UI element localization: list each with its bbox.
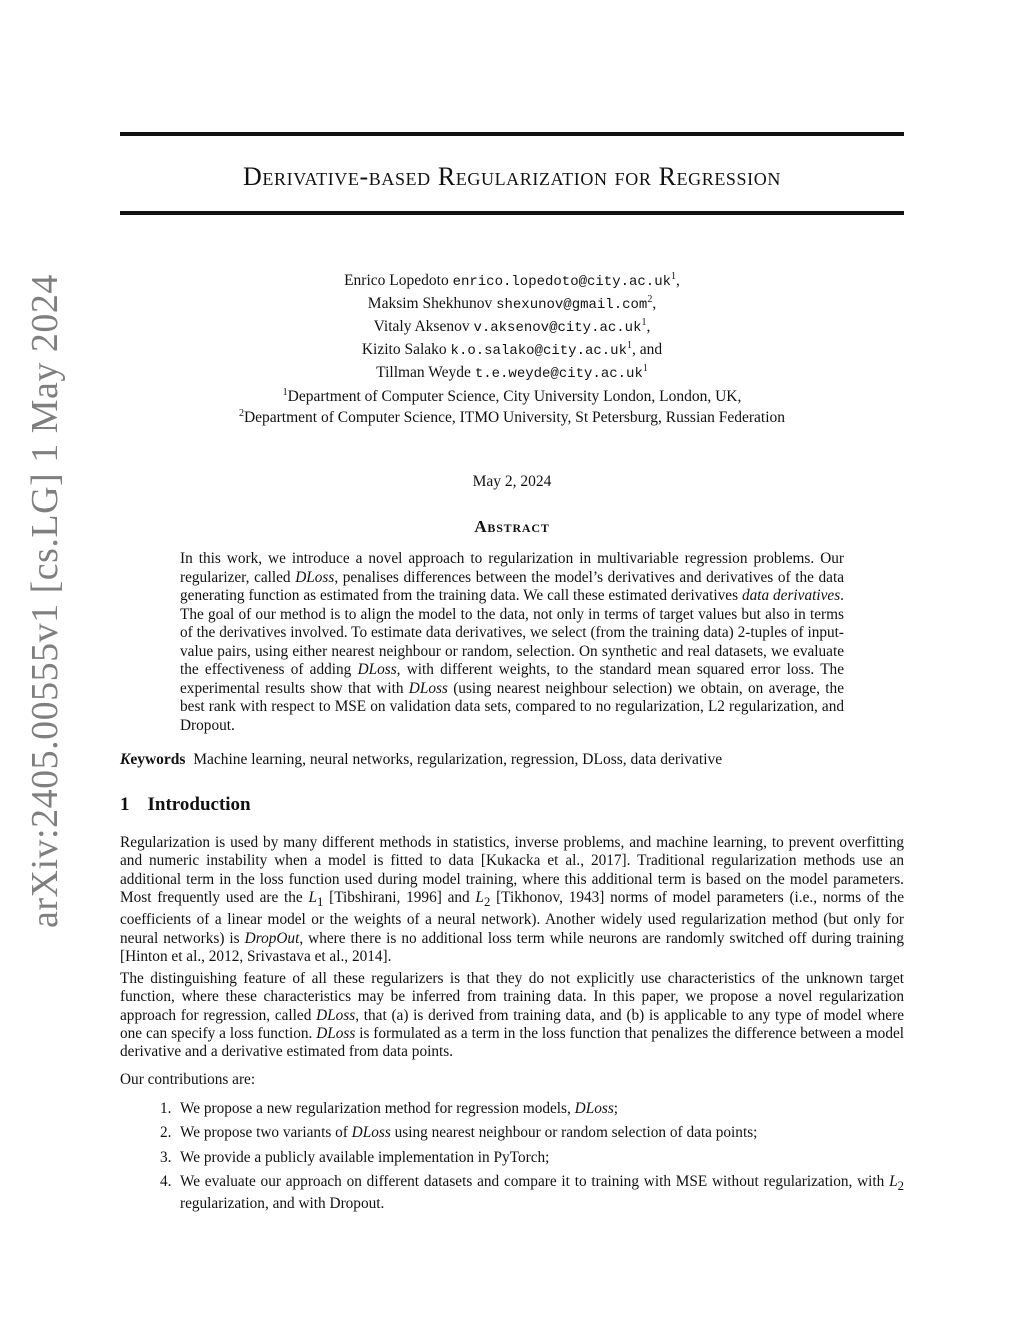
contributions-list <box>120 1100 904 1220</box>
author-line: Vitaly Aksenov $v.aksenov@city.ac.uk^1$, <box>373 316 651 336</box>
author-line: Kizito Salako $k.o.salako@city.ac.uk^1$, and <box>361 339 663 359</box>
section-heading: 1 Introduction <box>120 794 251 815</box>
list-item: 1. We propose a new regularization method for regression models, DLoss; <box>160 1100 619 1117</box>
author-email[interactable]: k.o.salako@city.ac.uk <box>450 343 627 359</box>
abstract-body: In this work, we introduce a novel approach to regularization in multivariable regression problems. Our regularizer, called DLoss, penalises differences between the model’s derivatives and derivatives of the data generating function as estimated from the training data. We call these estimated derivatives data derivatives. The goal of our method is to align the model to the data, not only in terms of target values but also in terms of the derivatives involved. To estimate data derivatives, we select (from the training data) 2-tuples of input-value pairs, using either nearest neighbour or random, selection. On synthetic and real datasets, we evaluate the effectiveness of adding DLoss, with different weights, to the standard mean squared error loss. The experimental results show that with DLoss (using nearest neighbour selection) we obtain, on average, the best rank with respect to MSE on validation data sets, compared to no regularization, L2 regularization, and Dropout. <box>180 550 844 734</box>
author-line: Maksim Shekhunov shexunov@gmail.com$^2$, <box>367 293 657 313</box>
arxiv-watermark: arXiv:2405.00555v1 [cs.LG] 1 May 2024 <box>24 274 66 928</box>
affiliation-block <box>120 386 904 428</box>
keywords-label: Keywords <box>120 751 186 768</box>
keywords-line: Keywords Machine learning, neural networks, regularization, regression, DLoss, data derivative <box>120 751 723 768</box>
author-block <box>120 270 904 385</box>
author-email[interactable]: v.aksenov@city.ac.uk <box>473 320 642 336</box>
intro-paragraph-3: Our contributions are: <box>120 1071 256 1088</box>
author-email[interactable]: enrico.lopedoto@city.ac.uk <box>452 274 672 290</box>
title-rule-top <box>120 132 904 136</box>
affiliation-line: $^2$Department of Computer Science, ITMO University, St Petersburg, Russian Federation <box>238 407 786 426</box>
list-item: 4. We evaluate our approach on different datasets and compare it to training with MSE without regularization, with $L_2$ regularization, and with Dropout. <box>160 1172 904 1213</box>
list-item: 2. We propose two variants of DLoss using nearest neighbour or random selection of data points; <box>160 1124 758 1142</box>
author-email[interactable]: t.e.weyde@city.ac.uk <box>474 366 643 382</box>
paper-date: May 2, 2024 <box>472 473 552 490</box>
author-email[interactable]: shexunov@gmail.com <box>496 297 648 313</box>
author-line: Tillman Weyde $t.e.weyde@city.ac.uk^1$ <box>376 362 648 382</box>
paper-title: Derivative-based Regularization for Regression <box>243 162 781 191</box>
list-item: 3. We provide a publicly available implementation in PyTorch; <box>160 1148 550 1166</box>
intro-paragraph-1: Regularization is used by many different methods in statistics, inverse problems, and machine learning, to prevent overfitting and numeric instability when a model is fitted to data [Kukacka et al., 2017]. Traditional regularization methods use an additional term in the loss function used during model training, where this additional term is based on the model parameters. Most frequently used are the $L_1$ [Tibshirani, 1996] and $L_2$ [Tikhonov, 1943] norms of model parameters (i.e., norms of the coefficients of a linear model or the weights of a neural network). Another widely used regularization method (but only for neural networks) is DropOut, where there is no additional loss term while neurons are randomly switched off during training [Hinton et al., 2012, Srivastava et al., 2014]. <box>120 834 904 965</box>
intro-paragraph-2: The distinguishing feature of all these regularizers is that they do not explicitly use characteristics of the unknown target function, where these characteristics may be inferred from training data. In this paper, we propose a novel regularization approach for regression, called DLoss, that (a) is derived from training data, and (b) is applicable to any type of model where one can specify a loss function. DLoss is formulated as a term in the loss function that penalizes the difference between a model derivative and a derivative estimated from data points. <box>120 970 905 1061</box>
abstract-heading: Abstract <box>474 517 550 536</box>
author-line: Enrico Lopedoto $enrico.lopedoto@city.ac.uk^1$, <box>344 270 680 290</box>
title-rule-bottom <box>120 211 904 215</box>
affiliation-line: $^1$Department of Computer Science, City University London, London, UK, <box>282 386 742 405</box>
